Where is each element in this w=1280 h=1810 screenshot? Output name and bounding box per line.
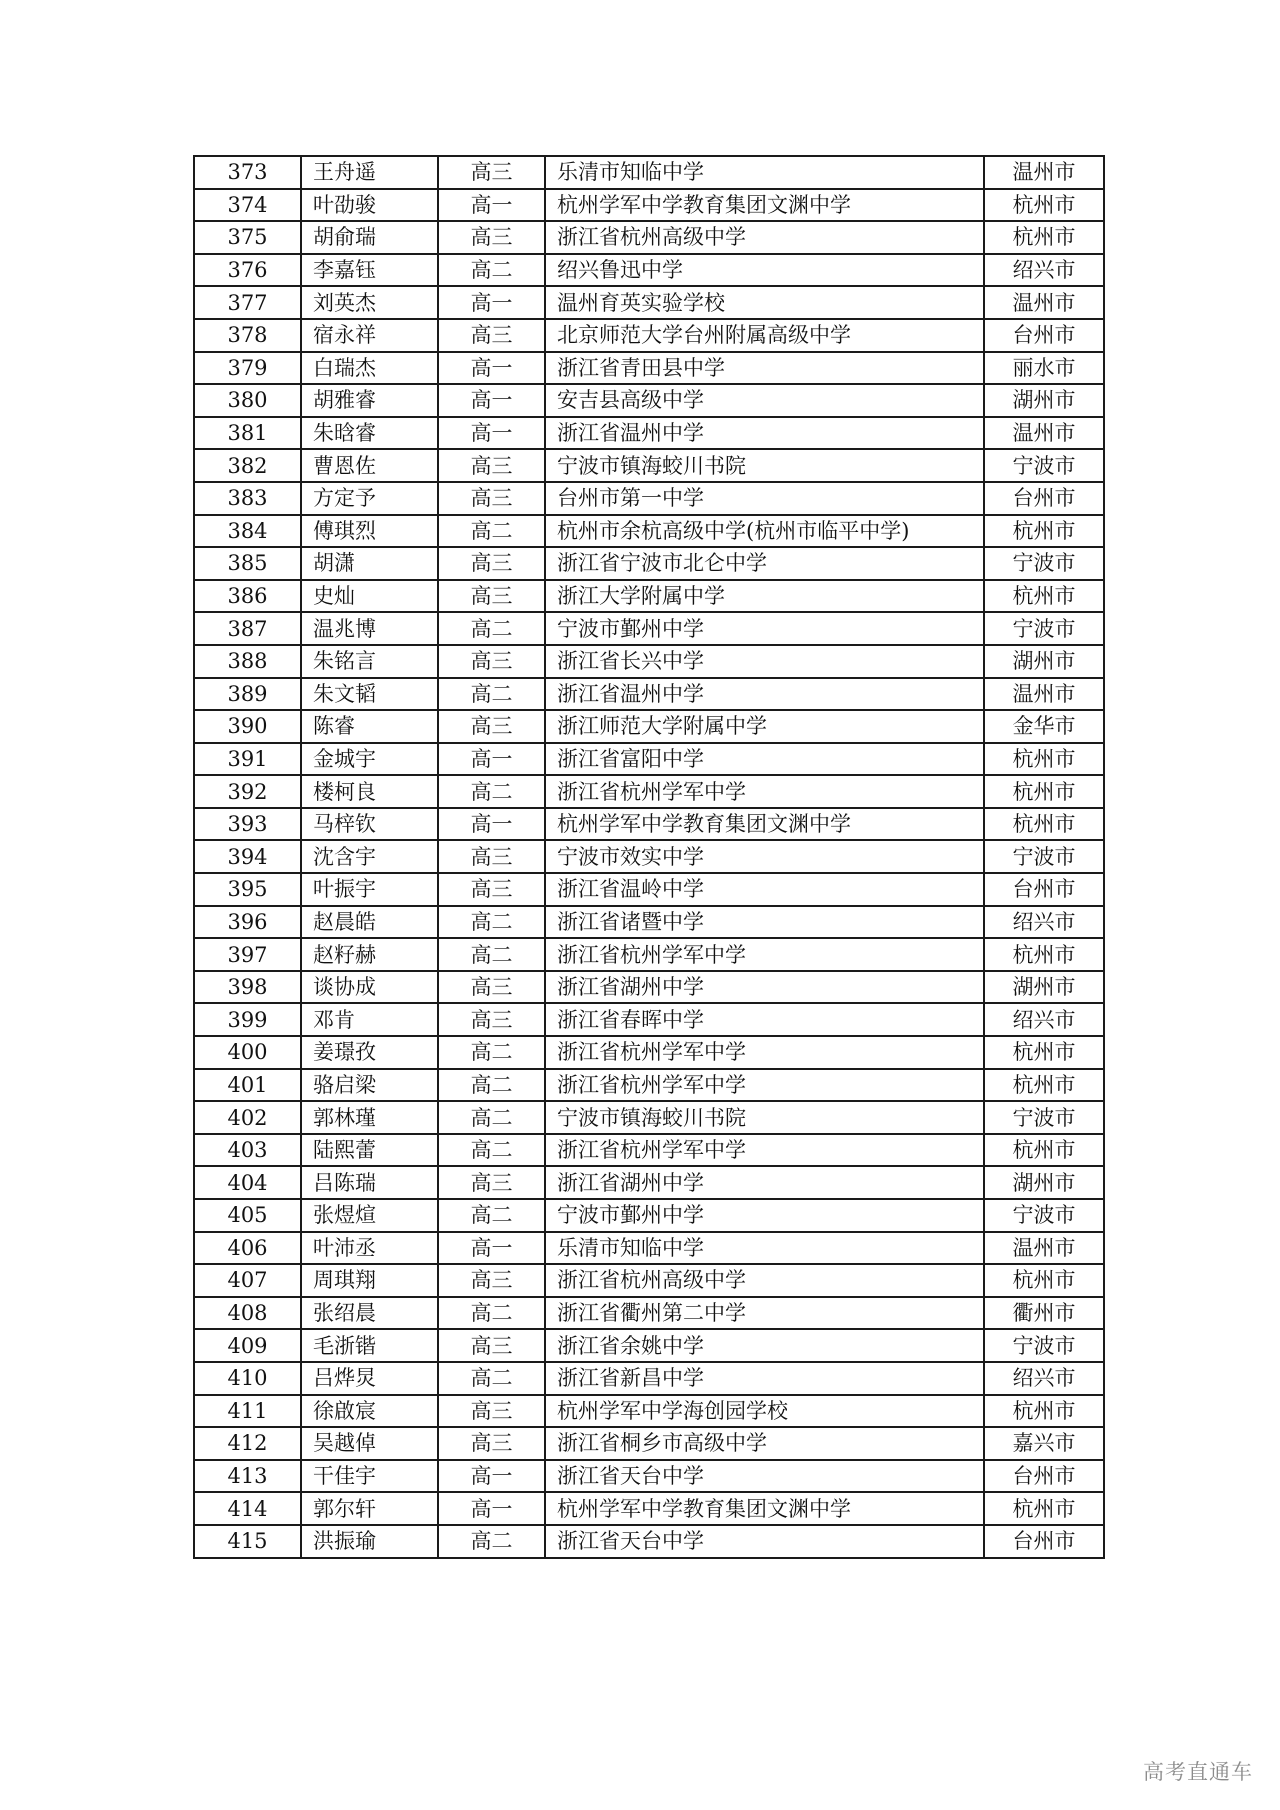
cell-number: 408 (194, 1297, 301, 1330)
table-row (194, 678, 1104, 711)
cell-name: 张绍晨 (301, 1297, 438, 1330)
cell-school: 浙江省宁波市北仑中学 (545, 547, 984, 580)
cell-number: 402 (194, 1101, 301, 1134)
table-row (194, 1460, 1104, 1493)
table-row (194, 384, 1104, 417)
cell-grade: 高一 (438, 352, 545, 385)
cell-name: 叶振宇 (301, 873, 438, 906)
cell-city: 绍兴市 (984, 254, 1104, 287)
cell-name: 姜璟孜 (301, 1036, 438, 1069)
table-row (194, 156, 1104, 189)
cell-grade: 高一 (438, 286, 545, 319)
cell-number: 413 (194, 1460, 301, 1493)
cell-number: 393 (194, 808, 301, 841)
cell-city: 宁波市 (984, 547, 1104, 580)
cell-grade: 高三 (438, 1264, 545, 1297)
cell-school: 宁波市效实中学 (545, 840, 984, 873)
cell-number: 387 (194, 612, 301, 645)
cell-city: 杭州市 (984, 1492, 1104, 1525)
cell-school: 浙江师范大学附属中学 (545, 710, 984, 743)
cell-school: 杭州市余杭高级中学(杭州市临平中学) (545, 515, 984, 548)
cell-number: 375 (194, 221, 301, 254)
table-row (194, 1069, 1104, 1102)
cell-number: 384 (194, 515, 301, 548)
cell-number: 404 (194, 1166, 301, 1199)
cell-name: 吕烨炅 (301, 1362, 438, 1395)
cell-name: 赵籽赫 (301, 938, 438, 971)
cell-name: 陆熙蕾 (301, 1134, 438, 1167)
cell-city: 温州市 (984, 1232, 1104, 1265)
cell-school: 宁波市镇海蛟川书院 (545, 1101, 984, 1134)
cell-name: 傅琪烈 (301, 515, 438, 548)
cell-school: 安吉县高级中学 (545, 384, 984, 417)
table-row (194, 1492, 1104, 1525)
cell-grade: 高二 (438, 678, 545, 711)
cell-city: 杭州市 (984, 1264, 1104, 1297)
table-row (194, 449, 1104, 482)
cell-grade: 高三 (438, 873, 545, 906)
cell-number: 403 (194, 1134, 301, 1167)
cell-grade: 高二 (438, 254, 545, 287)
cell-city: 杭州市 (984, 1036, 1104, 1069)
cell-number: 391 (194, 743, 301, 776)
cell-number: 411 (194, 1395, 301, 1428)
table-row (194, 1525, 1104, 1558)
cell-name: 郭林瑾 (301, 1101, 438, 1134)
cell-name: 朱晗睿 (301, 417, 438, 450)
cell-name: 叶劭骏 (301, 189, 438, 222)
cell-name: 金城宇 (301, 743, 438, 776)
cell-city: 杭州市 (984, 808, 1104, 841)
cell-city: 衢州市 (984, 1297, 1104, 1330)
cell-number: 381 (194, 417, 301, 450)
cell-grade: 高三 (438, 156, 545, 189)
cell-grade: 高一 (438, 743, 545, 776)
cell-number: 379 (194, 352, 301, 385)
cell-city: 温州市 (984, 156, 1104, 189)
cell-city: 宁波市 (984, 1101, 1104, 1134)
table-row (194, 482, 1104, 515)
cell-number: 382 (194, 449, 301, 482)
cell-name: 陈睿 (301, 710, 438, 743)
cell-city: 杭州市 (984, 1134, 1104, 1167)
cell-school: 杭州学军中学教育集团文渊中学 (545, 189, 984, 222)
cell-school: 浙江省温州中学 (545, 417, 984, 450)
cell-name: 赵晨皓 (301, 906, 438, 939)
cell-city: 湖州市 (984, 1166, 1104, 1199)
cell-grade: 高一 (438, 808, 545, 841)
table-row (194, 1232, 1104, 1265)
cell-name: 王舟遥 (301, 156, 438, 189)
cell-number: 396 (194, 906, 301, 939)
cell-name: 吴越倬 (301, 1427, 438, 1460)
cell-name: 洪振瑜 (301, 1525, 438, 1558)
cell-school: 杭州学军中学海创园学校 (545, 1395, 984, 1428)
cell-name: 叶沛丞 (301, 1232, 438, 1265)
cell-name: 徐啟宸 (301, 1395, 438, 1428)
cell-number: 414 (194, 1492, 301, 1525)
table-row (194, 710, 1104, 743)
cell-name: 胡俞瑞 (301, 221, 438, 254)
table-row (194, 938, 1104, 971)
cell-grade: 高二 (438, 1134, 545, 1167)
cell-number: 410 (194, 1362, 301, 1395)
table-row (194, 645, 1104, 678)
cell-grade: 高三 (438, 1395, 545, 1428)
table-row (194, 612, 1104, 645)
cell-number: 394 (194, 840, 301, 873)
cell-school: 浙江省温州中学 (545, 678, 984, 711)
cell-name: 骆启梁 (301, 1069, 438, 1102)
table-row (194, 808, 1104, 841)
cell-number: 383 (194, 482, 301, 515)
cell-city: 宁波市 (984, 1329, 1104, 1362)
cell-grade: 高三 (438, 1329, 545, 1362)
cell-school: 浙江省杭州学军中学 (545, 775, 984, 808)
table-row (194, 1003, 1104, 1036)
cell-city: 杭州市 (984, 938, 1104, 971)
cell-number: 415 (194, 1525, 301, 1558)
cell-school: 浙江省青田县中学 (545, 352, 984, 385)
cell-school: 浙江省长兴中学 (545, 645, 984, 678)
cell-grade: 高二 (438, 1199, 545, 1232)
table-row (194, 1101, 1104, 1134)
cell-grade: 高二 (438, 1525, 545, 1558)
cell-name: 张煜煊 (301, 1199, 438, 1232)
cell-city: 绍兴市 (984, 1003, 1104, 1036)
cell-number: 377 (194, 286, 301, 319)
cell-city: 宁波市 (984, 449, 1104, 482)
cell-city: 湖州市 (984, 645, 1104, 678)
cell-name: 李嘉钰 (301, 254, 438, 287)
cell-city: 宁波市 (984, 840, 1104, 873)
cell-name: 干佳宇 (301, 1460, 438, 1493)
table-row (194, 221, 1104, 254)
cell-grade: 高二 (438, 938, 545, 971)
cell-name: 朱文韬 (301, 678, 438, 711)
table-row (194, 1329, 1104, 1362)
cell-city: 台州市 (984, 482, 1104, 515)
cell-name: 谈协成 (301, 971, 438, 1004)
cell-name: 毛浙锴 (301, 1329, 438, 1362)
cell-grade: 高三 (438, 221, 545, 254)
cell-city: 绍兴市 (984, 1362, 1104, 1395)
cell-city: 杭州市 (984, 1069, 1104, 1102)
cell-grade: 高一 (438, 1492, 545, 1525)
cell-number: 378 (194, 319, 301, 352)
cell-school: 乐清市知临中学 (545, 1232, 984, 1265)
cell-grade: 高三 (438, 971, 545, 1004)
cell-city: 台州市 (984, 1525, 1104, 1558)
cell-city: 宁波市 (984, 1199, 1104, 1232)
cell-school: 浙江省湖州中学 (545, 971, 984, 1004)
cell-grade: 高三 (438, 319, 545, 352)
cell-number: 374 (194, 189, 301, 222)
table-row (194, 417, 1104, 450)
table-row (194, 971, 1104, 1004)
cell-city: 杭州市 (984, 580, 1104, 613)
cell-name: 方定予 (301, 482, 438, 515)
cell-city: 湖州市 (984, 384, 1104, 417)
cell-school: 浙江省富阳中学 (545, 743, 984, 776)
cell-school: 浙江省杭州学军中学 (545, 938, 984, 971)
cell-school: 宁波市鄞州中学 (545, 612, 984, 645)
cell-city: 杭州市 (984, 189, 1104, 222)
table-row (194, 1395, 1104, 1428)
table-row (194, 906, 1104, 939)
cell-grade: 高三 (438, 1427, 545, 1460)
cell-name: 史灿 (301, 580, 438, 613)
table-row (194, 286, 1104, 319)
cell-city: 嘉兴市 (984, 1427, 1104, 1460)
cell-number: 397 (194, 938, 301, 971)
cell-grade: 高二 (438, 612, 545, 645)
watermark-text: 高考直通车 (1143, 1760, 1253, 1784)
cell-grade: 高二 (438, 1101, 545, 1134)
cell-grade: 高一 (438, 1232, 545, 1265)
cell-name: 楼柯良 (301, 775, 438, 808)
table-row (194, 775, 1104, 808)
cell-city: 台州市 (984, 319, 1104, 352)
cell-grade: 高三 (438, 482, 545, 515)
table-row (194, 1199, 1104, 1232)
table-row (194, 189, 1104, 222)
table-row (194, 743, 1104, 776)
cell-school: 宁波市鄞州中学 (545, 1199, 984, 1232)
cell-city: 金华市 (984, 710, 1104, 743)
cell-number: 406 (194, 1232, 301, 1265)
cell-school: 浙江省天台中学 (545, 1460, 984, 1493)
cell-school: 温州育英实验学校 (545, 286, 984, 319)
cell-school: 浙江大学附属中学 (545, 580, 984, 613)
cell-number: 400 (194, 1036, 301, 1069)
table-row (194, 873, 1104, 906)
cell-school: 浙江省杭州高级中学 (545, 221, 984, 254)
table-row (194, 1427, 1104, 1460)
cell-city: 杭州市 (984, 743, 1104, 776)
cell-grade: 高一 (438, 417, 545, 450)
cell-school: 浙江省诸暨中学 (545, 906, 984, 939)
cell-grade: 高三 (438, 547, 545, 580)
cell-number: 405 (194, 1199, 301, 1232)
cell-school: 浙江省温岭中学 (545, 873, 984, 906)
cell-grade: 高一 (438, 189, 545, 222)
table-row (194, 1134, 1104, 1167)
cell-number: 392 (194, 775, 301, 808)
cell-name: 胡雅睿 (301, 384, 438, 417)
cell-grade: 高三 (438, 1003, 545, 1036)
cell-city: 杭州市 (984, 221, 1104, 254)
cell-grade: 高三 (438, 1166, 545, 1199)
cell-city: 绍兴市 (984, 906, 1104, 939)
cell-number: 389 (194, 678, 301, 711)
table-row (194, 580, 1104, 613)
cell-city: 杭州市 (984, 775, 1104, 808)
cell-grade: 高一 (438, 384, 545, 417)
cell-school: 浙江省杭州学军中学 (545, 1069, 984, 1102)
cell-school: 台州市第一中学 (545, 482, 984, 515)
cell-number: 398 (194, 971, 301, 1004)
table-row (194, 254, 1104, 287)
cell-number: 412 (194, 1427, 301, 1460)
cell-grade: 高三 (438, 710, 545, 743)
cell-city: 温州市 (984, 417, 1104, 450)
cell-grade: 高三 (438, 449, 545, 482)
cell-name: 吕陈瑞 (301, 1166, 438, 1199)
cell-number: 409 (194, 1329, 301, 1362)
cell-city: 台州市 (984, 1460, 1104, 1493)
cell-name: 朱铭言 (301, 645, 438, 678)
cell-number: 399 (194, 1003, 301, 1036)
cell-name: 刘英杰 (301, 286, 438, 319)
cell-grade: 高二 (438, 1036, 545, 1069)
cell-name: 温兆博 (301, 612, 438, 645)
cell-school: 杭州学军中学教育集团文渊中学 (545, 1492, 984, 1525)
cell-name: 沈含宇 (301, 840, 438, 873)
cell-city: 宁波市 (984, 612, 1104, 645)
table-row (194, 1166, 1104, 1199)
table-row (194, 352, 1104, 385)
cell-school: 浙江省杭州学军中学 (545, 1036, 984, 1069)
cell-city: 丽水市 (984, 352, 1104, 385)
cell-school: 浙江省衢州第二中学 (545, 1297, 984, 1330)
cell-name: 曹恩佐 (301, 449, 438, 482)
roster-table (193, 155, 1105, 1559)
cell-school: 绍兴鲁迅中学 (545, 254, 984, 287)
cell-city: 温州市 (984, 286, 1104, 319)
cell-city: 杭州市 (984, 515, 1104, 548)
cell-school: 浙江省湖州中学 (545, 1166, 984, 1199)
cell-name: 周琪翔 (301, 1264, 438, 1297)
cell-school: 浙江省天台中学 (545, 1525, 984, 1558)
table-row (194, 1362, 1104, 1395)
cell-number: 401 (194, 1069, 301, 1102)
cell-number: 390 (194, 710, 301, 743)
cell-number: 376 (194, 254, 301, 287)
table-row (194, 1264, 1104, 1297)
cell-grade: 高二 (438, 1069, 545, 1102)
cell-grade: 高二 (438, 1297, 545, 1330)
cell-name: 郭尔轩 (301, 1492, 438, 1525)
cell-school: 浙江省余姚中学 (545, 1329, 984, 1362)
cell-city: 湖州市 (984, 971, 1104, 1004)
table-row (194, 1297, 1104, 1330)
cell-grade: 高一 (438, 1460, 545, 1493)
cell-number: 373 (194, 156, 301, 189)
table-row (194, 515, 1104, 548)
cell-name: 邓肯 (301, 1003, 438, 1036)
cell-name: 白瑞杰 (301, 352, 438, 385)
cell-city: 温州市 (984, 678, 1104, 711)
cell-number: 395 (194, 873, 301, 906)
cell-grade: 高三 (438, 580, 545, 613)
cell-school: 浙江省春晖中学 (545, 1003, 984, 1036)
cell-grade: 高二 (438, 515, 545, 548)
cell-name: 胡潇 (301, 547, 438, 580)
cell-school: 浙江省杭州学军中学 (545, 1134, 984, 1167)
cell-school: 乐清市知临中学 (545, 156, 984, 189)
cell-name: 宿永祥 (301, 319, 438, 352)
cell-number: 407 (194, 1264, 301, 1297)
table-row (194, 319, 1104, 352)
cell-grade: 高三 (438, 840, 545, 873)
cell-name: 马梓钦 (301, 808, 438, 841)
cell-school: 浙江省杭州高级中学 (545, 1264, 984, 1297)
cell-grade: 高三 (438, 645, 545, 678)
cell-grade: 高二 (438, 906, 545, 939)
table-row (194, 547, 1104, 580)
cell-school: 杭州学军中学教育集团文渊中学 (545, 808, 984, 841)
cell-school: 北京师范大学台州附属高级中学 (545, 319, 984, 352)
cell-number: 388 (194, 645, 301, 678)
cell-number: 385 (194, 547, 301, 580)
cell-grade: 高二 (438, 1362, 545, 1395)
table-row (194, 1036, 1104, 1069)
cell-city: 杭州市 (984, 1395, 1104, 1428)
cell-number: 386 (194, 580, 301, 613)
cell-school: 浙江省新昌中学 (545, 1362, 984, 1395)
cell-city: 台州市 (984, 873, 1104, 906)
cell-school: 宁波市镇海蛟川书院 (545, 449, 984, 482)
table-row (194, 840, 1104, 873)
cell-number: 380 (194, 384, 301, 417)
roster-table-body (194, 156, 1104, 1558)
cell-grade: 高二 (438, 775, 545, 808)
cell-school: 浙江省桐乡市高级中学 (545, 1427, 984, 1460)
